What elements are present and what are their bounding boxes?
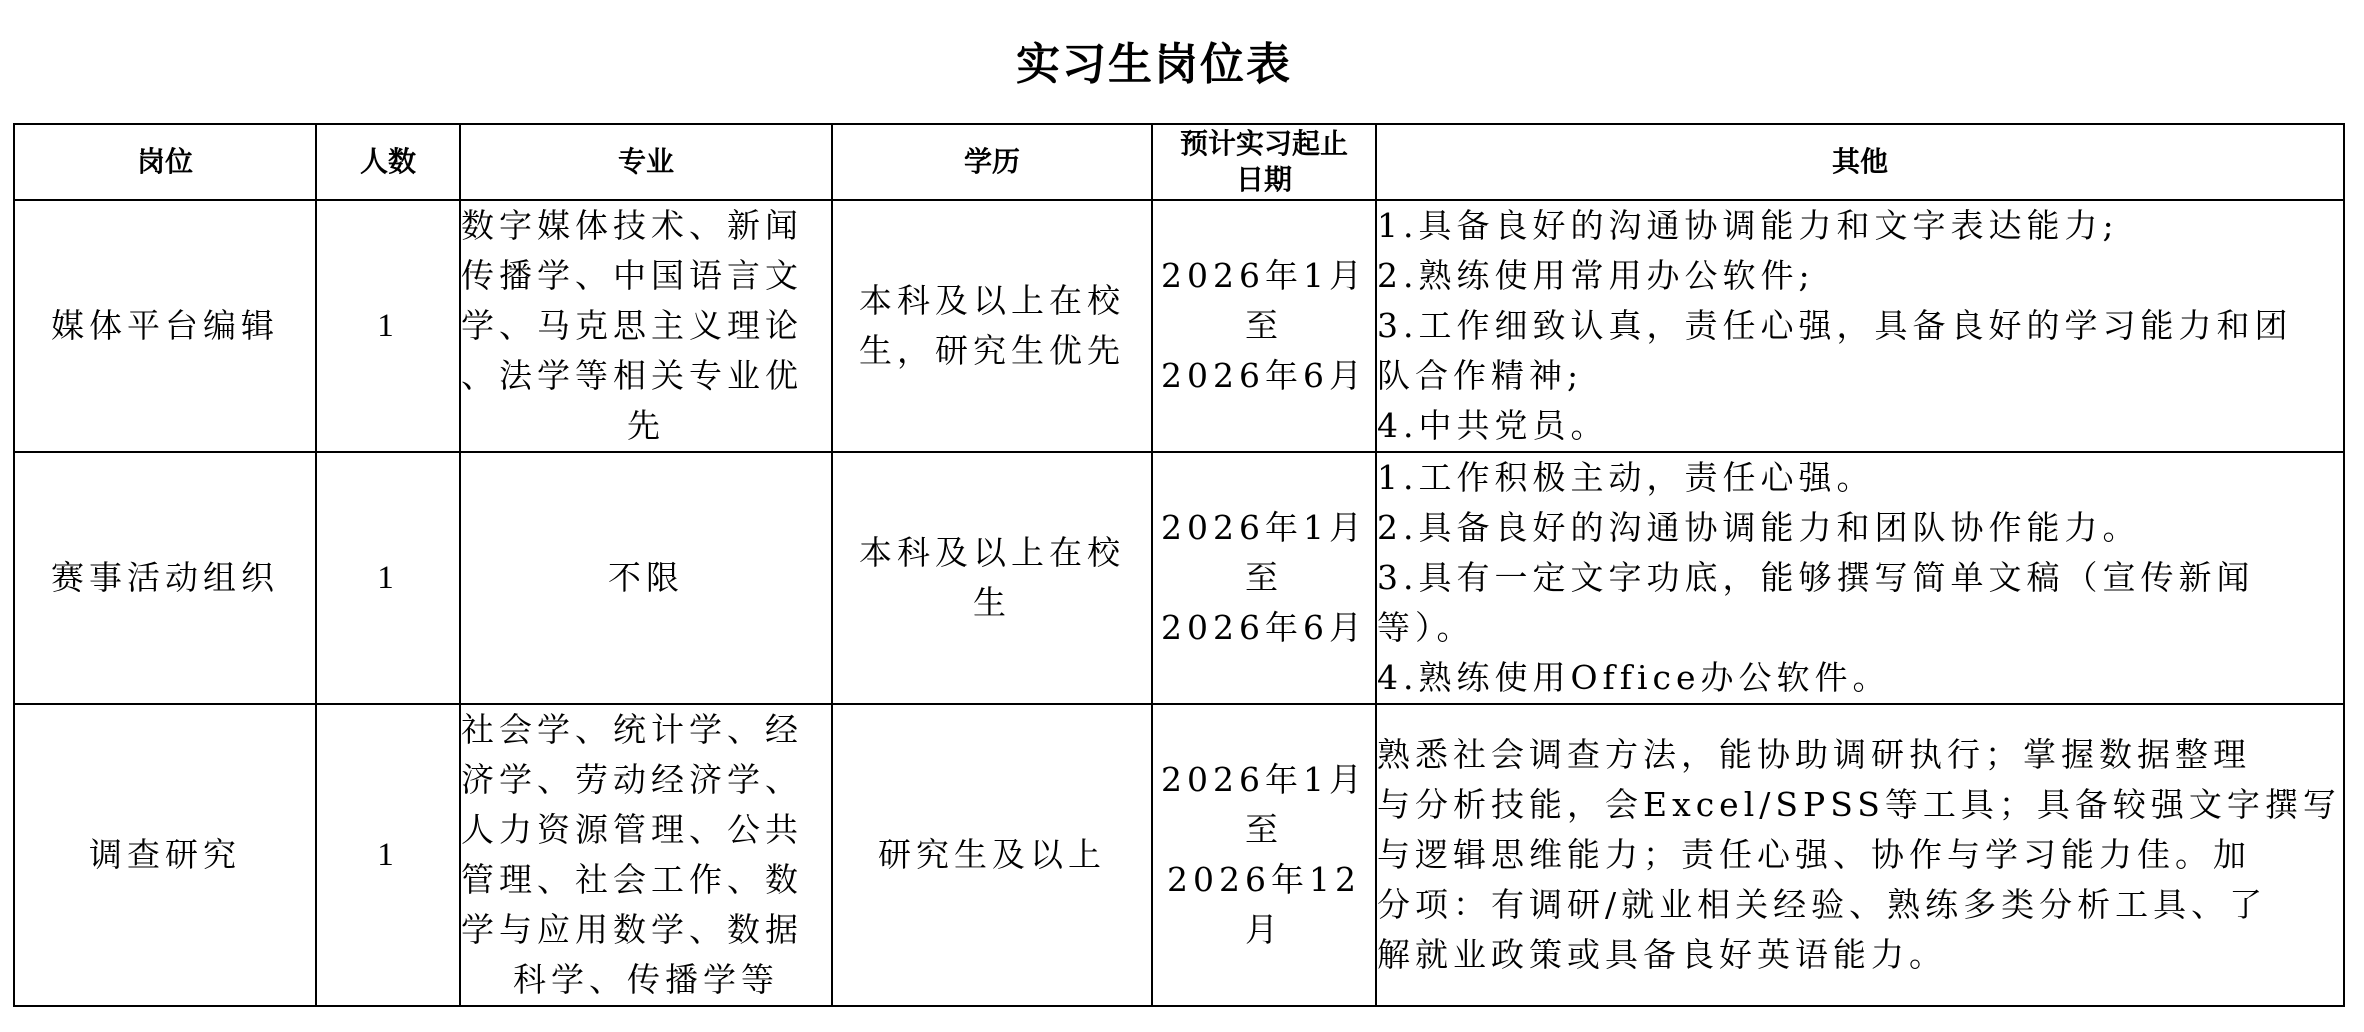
education-line: 研究生及以上 — [878, 835, 1106, 874]
cell-major — [460, 200, 832, 452]
other-line: 队合作精神; — [1377, 356, 1584, 395]
cell-count: 1 — [316, 704, 460, 1006]
page-title: 实习生岗位表 — [1016, 39, 1292, 90]
period-line: 2026年6月 — [1161, 356, 1367, 395]
period-line: 2026年1月至 — [1161, 256, 1367, 345]
period-line: 2026年1月至 — [1161, 760, 1367, 849]
other-line: 1.工作积极主动，责任心强。 — [1377, 458, 1875, 497]
cell-period — [1152, 200, 1376, 452]
table-row — [14, 452, 2344, 704]
other-line: 等）。 — [1377, 608, 1475, 647]
cell-count: 1 — [316, 452, 460, 704]
education-line: 生 — [973, 583, 1011, 622]
header-major: 专业 — [460, 124, 832, 200]
header-period-line2: 日期 — [1235, 163, 1292, 196]
major-line: 传播学、中国语言文 — [461, 256, 803, 295]
cell-major — [460, 704, 832, 1006]
other-line: 熟悉社会调查方法，能协助调研执行；掌握数据整理 — [1377, 735, 2251, 774]
major-line: 学、马克思主义理论 — [461, 306, 803, 345]
cell-major — [460, 452, 832, 704]
cell-position: 赛事活动组织 — [14, 452, 316, 704]
other-line: 4.中共党员。 — [1377, 406, 1609, 445]
cell-education — [832, 704, 1152, 1006]
education-line: 本科及以上在校 — [859, 281, 1125, 320]
major-line: 人力资源管理、公共 — [461, 810, 803, 849]
cell-other — [1376, 200, 2344, 452]
table-row — [14, 704, 2344, 1006]
header-count: 人数 — [316, 124, 460, 200]
education-line: 本科及以上在校 — [859, 533, 1125, 572]
cell-count: 1 — [316, 200, 460, 452]
other-line: 2.熟练使用常用办公软件; — [1377, 256, 1815, 295]
cell-other — [1376, 704, 2344, 1006]
cell-position: 调查研究 — [14, 704, 316, 1006]
header-period — [1152, 124, 1376, 200]
other-line: 与逻辑思维能力；责任心强、协作与学习能力佳。加 — [1377, 835, 2251, 874]
other-line: 3.具有一定文字功底，能够撰写简单文稿（宣传新闻 — [1377, 558, 2255, 597]
major-line: 科学、传播学等 — [513, 960, 779, 999]
cell-other — [1376, 452, 2344, 704]
major-line: 先 — [627, 406, 665, 445]
other-line: 4.熟练使用Office办公软件。 — [1377, 658, 1891, 697]
header-position: 岗位 — [14, 124, 316, 200]
table-row — [14, 200, 2344, 452]
other-line: 与分析技能，会Excel/SPSS等工具；具备较强文字撰写 — [1377, 785, 2341, 824]
period-line: 2026年1月至 — [1161, 508, 1367, 597]
other-line: 分项：有调研/就业相关经验、熟练多类分析工具、了 — [1377, 885, 2268, 924]
other-line: 2.具备良好的沟通协调能力和团队协作能力。 — [1377, 508, 2141, 547]
major-line: 数字媒体技术、新闻 — [461, 206, 803, 245]
other-line: 解就业政策或具备良好英语能力。 — [1377, 935, 1947, 974]
other-line: 1.具备良好的沟通协调能力和文字表达能力; — [1377, 206, 2119, 245]
major-line: 不限 — [608, 558, 684, 597]
major-line: 、法学等相关专业优 — [461, 356, 803, 395]
major-line: 社会学、统计学、经 — [461, 710, 803, 749]
cell-education — [832, 452, 1152, 704]
header-other: 其他 — [1376, 124, 2344, 200]
other-line: 3.工作细致认真，责任心强，具备良好的学习能力和团 — [1377, 306, 2293, 345]
education-line: 生，研究生优先 — [859, 331, 1125, 370]
major-line: 管理、社会工作、数 — [461, 860, 803, 899]
cell-position: 媒体平台编辑 — [14, 200, 316, 452]
major-line: 学与应用数学、数据 — [461, 910, 803, 949]
major-line: 济学、劳动经济学、 — [461, 760, 803, 799]
table-header-row — [14, 124, 2344, 200]
period-line: 2026年12月 — [1167, 860, 1361, 949]
period-line: 2026年6月 — [1161, 608, 1367, 647]
cell-period — [1152, 704, 1376, 1006]
position-table — [13, 123, 2345, 1007]
cell-period — [1152, 452, 1376, 704]
header-period-line1: 预计实习起止 — [1179, 127, 1348, 160]
header-education: 学历 — [832, 124, 1152, 200]
cell-education — [832, 200, 1152, 452]
